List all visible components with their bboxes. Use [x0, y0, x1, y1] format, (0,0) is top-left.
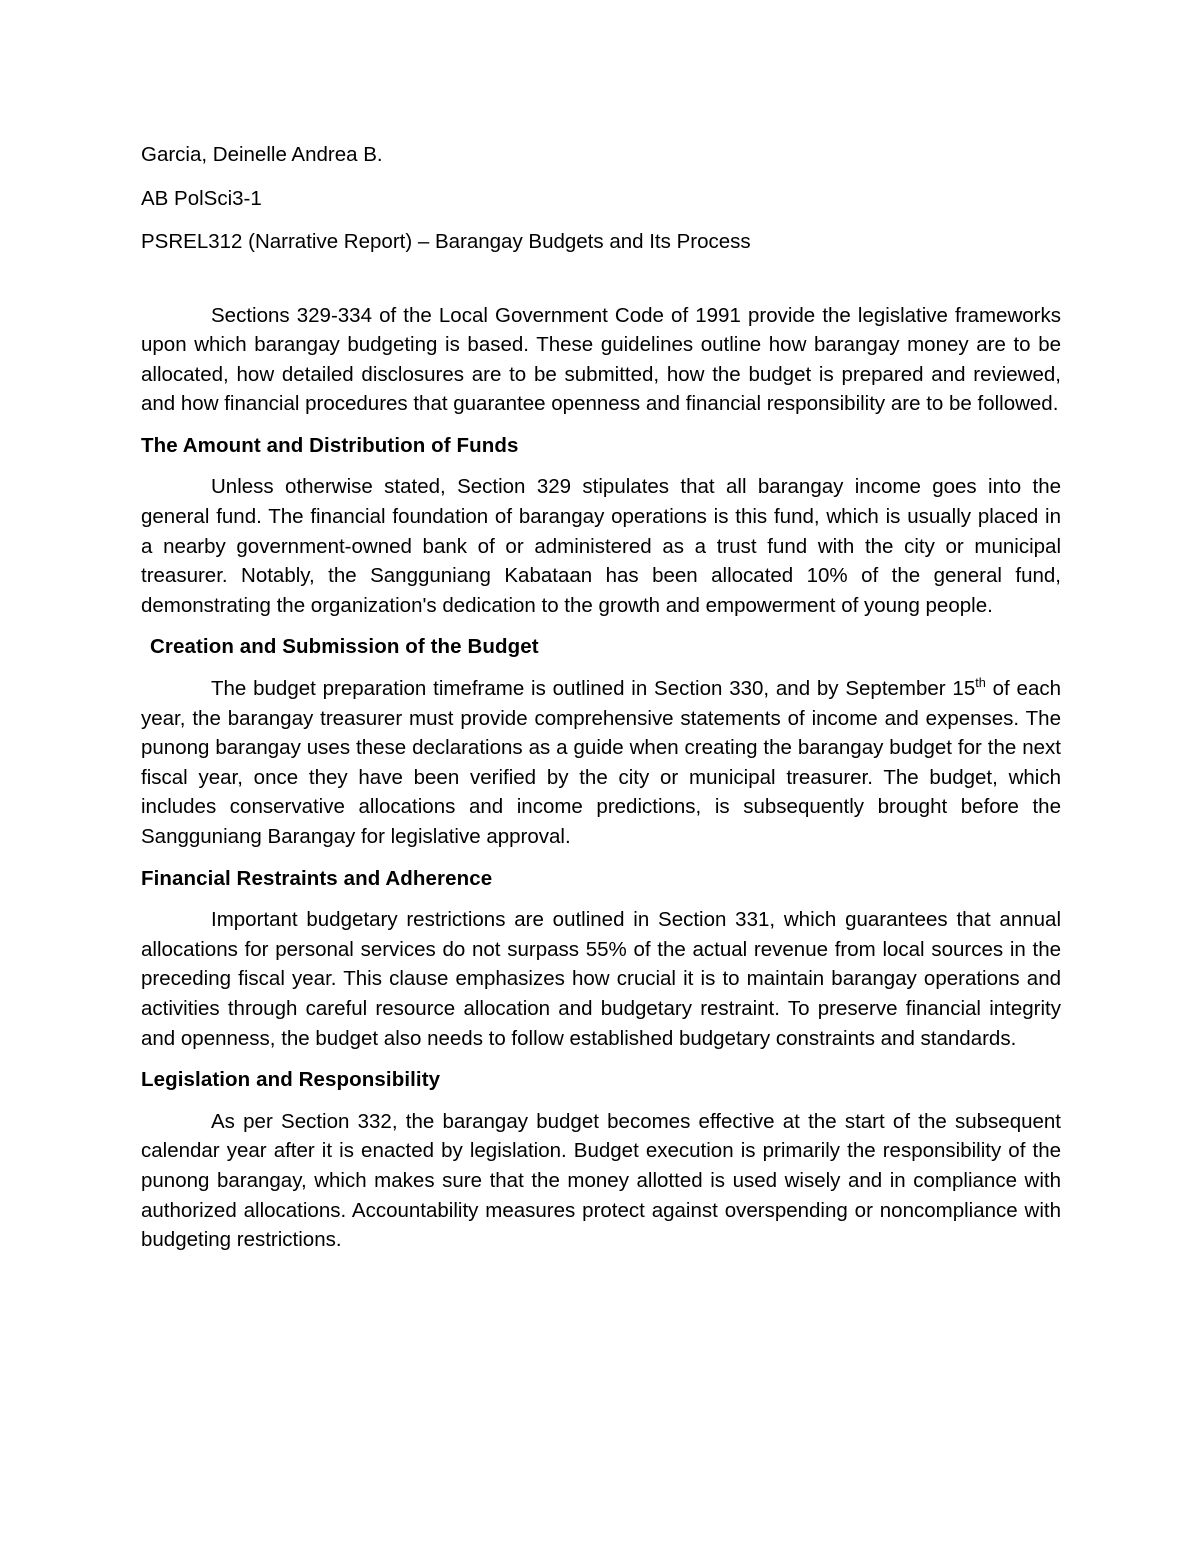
- document-body: [141, 140, 1061, 1267]
- section-heading-financial-restraints: Financial Restraints and Adherence: [141, 866, 493, 890]
- program-code: AB PolSci3-1: [141, 186, 262, 210]
- section-heading-legislation-responsibility: Legislation and Responsibility: [141, 1068, 441, 1092]
- section-heading-amount-distribution: The Amount and Distribution of Funds: [141, 433, 519, 457]
- intro-paragraph: Sections 329-334 of the Local Government Code of 1991 provide the legislative frameworks upon which barangay budgeting is based. These guidelines outline how barangay money are to be allocated, how detailed disclosures are to be submitted, how the budget is prepared and reviewed, and how financial procedures that guarantee openness and financial responsibility are to be followed.: [141, 303, 1061, 416]
- section-paragraph-financial-restraints: Important budgetary restrictions are outlined in Section 331, which guarantees that annual allocations for personal services do not surpass 55% of the actual revenue from local sources in the preceding fiscal year. This clause emphasizes how crucial it is to maintain barangay operations and activities through careful resource allocation and budgetary restraint. To preserve financial integrity and openness, the budget also needs to follow established budgetary constraints and standards.: [141, 908, 1061, 1050]
- creation-text-after-superscript: of each year, the barangay treasurer must provide comprehensive statements of income and expenses. The punong barangay uses these declarations as a guide when creating the barangay budget for the next fiscal year, once they have been verified by the city or municipal treasurer. The budget, which includes conservative allocations and income predictions, is subsequently brought before the Sangguniang Barangay for legislative approval.: [141, 677, 1061, 848]
- report-title: PSREL312 (Narrative Report) – Barangay Budgets and Its Process: [141, 230, 751, 253]
- creation-text-before-superscript: The budget preparation timeframe is outlined in Section 330, and by September 15: [211, 677, 976, 701]
- section-paragraph-creation-submission: [141, 674, 1061, 852]
- ordinal-superscript: th: [975, 675, 986, 691]
- author-name: Garcia, Deinelle Andrea B.: [141, 143, 383, 166]
- section-heading-creation-submission: Creation and Submission of the Budget: [150, 635, 539, 659]
- section-paragraph-legislation-responsibility: As per Section 332, the barangay budget becomes effective at the start of the subsequent calendar year after it is enacted by legislation. Budget execution is primarily the responsibility of the punong barangay, which makes sure that the money allotted is used wisely and in compliance with authorized allocations. Accountability measures protect against overspending or noncompliance with budgeting restrictions.: [141, 1109, 1061, 1252]
- section-paragraph-amount-distribution: Unless otherwise stated, Section 329 stipulates that all barangay income goes into the general fund. The financial foundation of barangay operations is this fund, which is usually placed in a nearby government-owned bank of or administered as a trust fund with the city or municipal treasurer. Notably, the Sangguniang Kabataan has been allocated 10% of the general fund, demonstrating the organization's dedication to the growth and empowerment of young people.: [141, 475, 1061, 617]
- document-header-block: [141, 140, 1061, 257]
